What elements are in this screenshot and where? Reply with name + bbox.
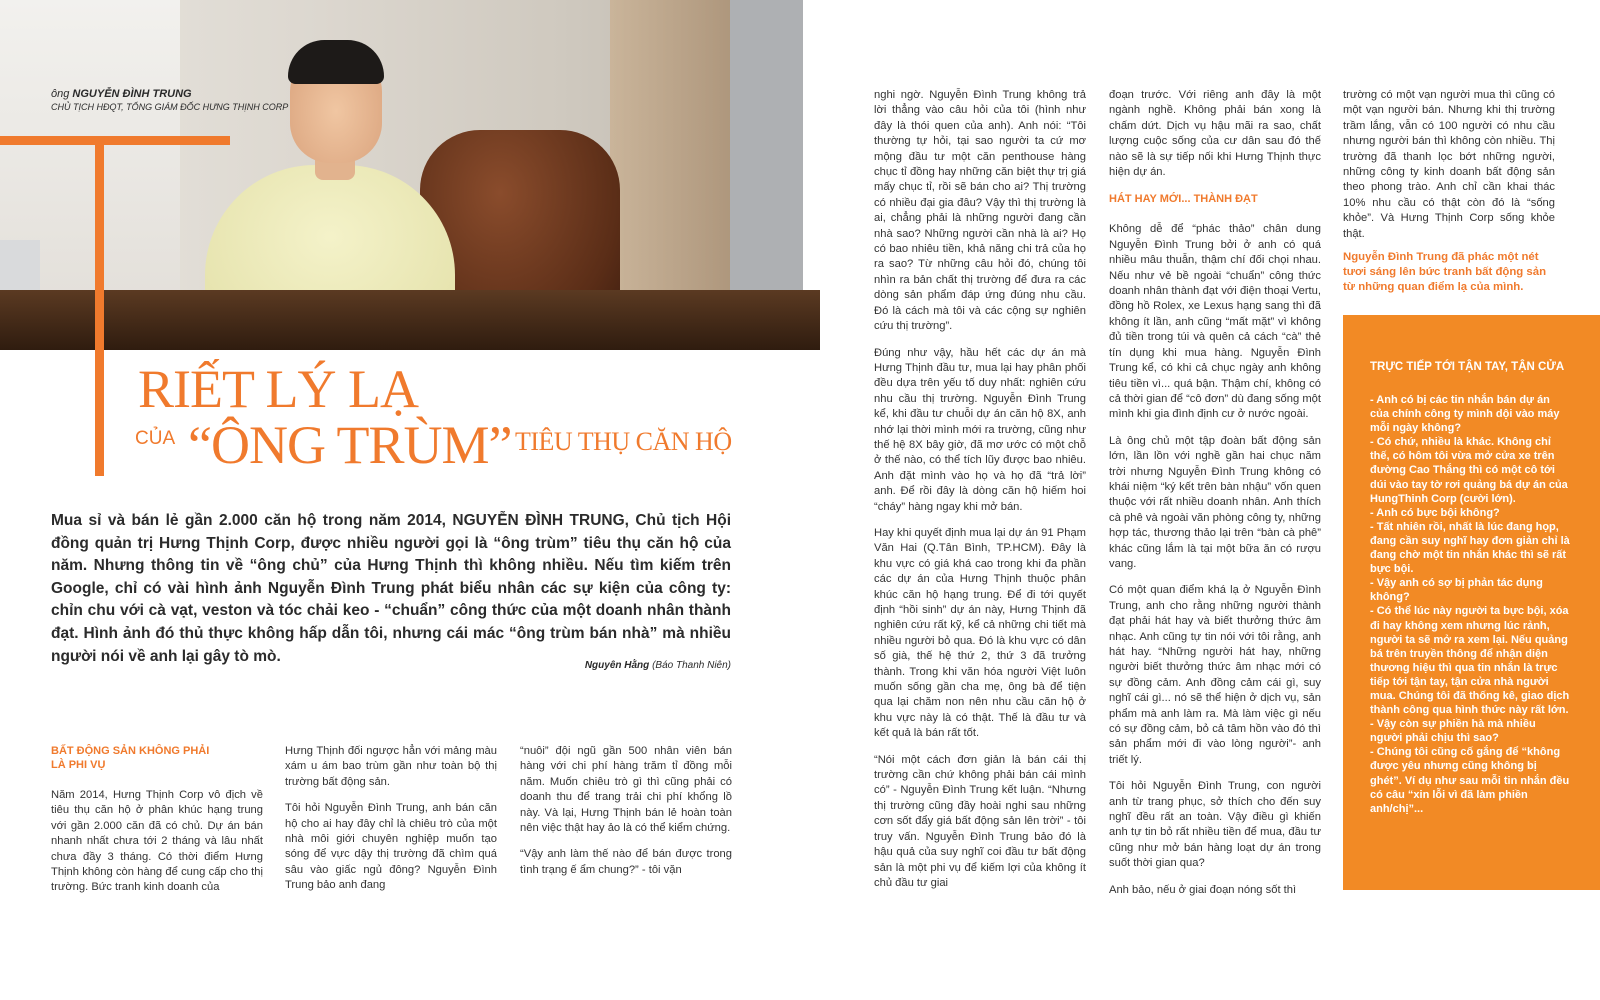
- answer: - Chúng tôi cũng cố gắng để “không được yêu nhưng cũng không bị ghét”. Ví dụ như sau mỗi tin nhắn đều có câu “xin lỗi vì đã làm phiền anh/chị”...: [1370, 746, 1570, 815]
- section-heading-1: [51, 744, 263, 772]
- question: - Vậy còn sự phiền hà mà nhiều người phải chịu thì sao?: [1370, 718, 1536, 745]
- section-heading-1-line-2: LÀ PHI VỤ: [51, 759, 106, 771]
- question: - Anh có bực bội không?: [1370, 506, 1500, 519]
- paragraph: “Nói một cách đơn giản là bán cái thị trường cần chứ không phải bán cái mình có” - Nguyễn Đình Trung kết luận. “Nhưng thị trường cũng đầy hoài nghi sau những cơn sốt đẩy giá bất động sản lên trời” - tôi truy vấn. Nguyễn Đình Trung bảo đó là hậu quả của suy nghĩ coi đầu tư bất động sản là một phi vụ để kiếm lợi của không ít chủ đầu tư giai: [874, 753, 1086, 889]
- column-5: [1109, 88, 1321, 896]
- headline-cua: CỦA: [135, 428, 176, 449]
- pull-quote: Nguyễn Đình Trung đã phác một nét tươi sáng lên bức tranh bất động sản từ những quan điểm lạ của mình.: [1343, 251, 1547, 293]
- headline-tail: TIÊU THỤ CĂN HỘ: [515, 427, 732, 456]
- sidebar-interview: [1370, 393, 1570, 816]
- paragraph: Đúng như vậy, hầu hết các dự án mà Hưng Thịnh đầu tư, mua lại hay phân phối đều dựa trên yếu tố duy nhất: nghiên cứu nhu cầu thị trường. Nguyễn Đình Trung kể, khi đầu tư chuỗi dự án căn hộ 8X, anh nhớ lại thời mình mới ra trường, cũng như thế hệ 8X bây giờ, đã mơ ước có một chỗ ở thế nào, có thể tích lũy được bao nhiêu. Anh đặt mình vào họ và họ đã “trả lời” anh. Để rồi đây là dòng căn hộ hiếm hoi “cháy” hàng ngay khi mở bán.: [874, 346, 1086, 513]
- paragraph: Là ông chủ một tập đoàn bất động sản lớn, lần lồn với nghề gần hai chục năm trời nhưng Nguyễn Đình Trung không có khái niệm “ký kết trên bàn nhậu” vốn quen thuộc với rất nhiều doanh nhân. Anh thích cà phê và ngoài văn phòng công ty, những hợp tác, thương thảo lại trên “bàn cà phê” khác cũng lắm là tại một bữa ăn có rượu vang.: [1109, 434, 1321, 570]
- column-1: [51, 744, 263, 894]
- caption-title: CHỦ TỊCH HĐQT, TỔNG GIÁM ĐỐC HƯNG THỊNH CORP: [51, 102, 289, 112]
- headline-ong-trum: “ÔNG TRÙM”: [188, 415, 512, 475]
- question: - Anh có bị các tin nhắn bán dự án của chính công ty mình dội vào máy mỗi ngày không?: [1370, 394, 1560, 435]
- column-3: [520, 744, 732, 894]
- paragraph: Anh bảo, nếu ở giai đoạn nóng sốt thì: [1109, 883, 1297, 896]
- headline-line-1: RIẾT LÝ LẠ: [138, 359, 418, 419]
- lead-paragraph: Mua sỉ và bán lẻ gần 2.000 căn hộ trong năm 2014, NGUYỄN ĐÌNH TRUNG, Chủ tịch Hội đồng quản trị Hưng Thịnh Corp, được nhiều người gọi là “ông trùm” tiêu thụ căn hộ của năm. Nhưng thông tin về “ông chủ” của Hưng Thịnh thì không nhiều. Nếu tìm kiếm trên Google, chỉ có vài hình ảnh Nguyễn Đình Trung phát biểu nhân các sự kiện của công ty: chỉn chu với cà vạt, veston và tóc chải keo - “chuẩn” công thức của một doanh nhân thành đạt. Hình ảnh đó thủ thực không hấp dẫn tôi, nhưng cái mác “ông trùm bán nhà” mà nhiều người nói về anh lại gây tò mò.: [51, 512, 731, 665]
- column-4: [874, 88, 1086, 888]
- question: - Vậy anh có sợ bị phản tác dụng không?: [1370, 577, 1543, 604]
- paragraph: trường có một vạn người mua thì cũng có một vạn người bán. Nhưng khi thị trường trầm lắng, vẫn có 100 người có nhu cầu nhưng người bán thì không còn nhiều. Thị trường đã thanh lọc bớt những người, những công ty kinh doanh bất động sản theo phong trào. Anh chỉ cần khai thác 10% nhu cầu có thật còn đó là “sống khỏe”. Và Hưng Thịnh Corp sống khỏe thật.: [1343, 89, 1555, 240]
- section-heading-1-line-1: BẤT ĐỘNG SẢN KHÔNG PHẢI: [51, 745, 210, 757]
- column-2: [285, 744, 497, 894]
- byline-source: (Báo Thanh Niên): [652, 660, 731, 671]
- paragraph: Có một quan điểm khá lạ ở Nguyễn Đình Trung, anh cho rằng những người thành đạt phải hát hay và biết thưởng thức âm nhạc. Anh cũng tự tin nói với tôi rằng, anh hát hay. “Những người hát hay, những người biết thưởng thức âm nhạc mới có sự đồng cảm. Anh đồng cảm cái gì, suy nghĩ cái gì... nó sẽ thể hiện ở dịch vụ, sản phẩm mà anh làm ra. Mà làm việc gì nếu có sự đồng cảm, bỏ cả tâm hồn vào đó thì sản phẩm mới đi vào lòng người”- anh triết lý.: [1109, 584, 1321, 766]
- paragraph: Hưng Thịnh đối ngược hẳn với mảng màu xám u ám bao trùm gần như toàn bộ thị trường bất động sản.: [285, 745, 497, 788]
- paragraph: Hay khi quyết định mua lại dự án 91 Phạm Văn Hai (Q.Tân Bình, TP.HCM). Đây là khu vực có giá khá cao trong khi đa phần các dự án của Hưng Thịnh thuộc phân khúc căn hộ hạng trung. Để đi tới quyết định “hồi sinh” dự án này, Hưng Thịnh đã nghiên cứu rất kỹ, kể cả những chi tiết mà nhiều người bỏ qua. Đó là khu vực có dân số già, thế hệ thứ 2, thứ 3 đã trưởng thành. Trong khi văn hóa người Việt luôn muốn sống gần cha mẹ, ông bà để tiện qua lại chăm non nên nhu cầu căn hộ ở khu vực này là có thật. Thế là đầu tư và kết quả là bán rất tốt.: [874, 526, 1086, 740]
- sidebar-title: TRỰC TIẾP TỚI TẬN TAY, TẬN CỬA: [1370, 361, 1565, 373]
- answer: - Có thể lúc này người ta bực bội, xóa đi hay không xem nhưng lúc rảnh, người ta sẽ mở ra xem lại. Nếu quảng bá trên truyền thông để nhận diện thương hiệu thì qua tin nhắn là trực tiếp tới tận tay, tận cửa nhà người mua. Chúng tôi đã thống kê, giao dịch thành công qua hình thức này rất lớn.: [1370, 605, 1570, 717]
- sidebar-box: [1343, 315, 1600, 890]
- byline-author: Nguyên Hằng: [584, 660, 650, 671]
- answer: - Tất nhiên rồi, nhất là lúc đang họp, đang cần suy nghĩ hay đơn giản chỉ là đang chờ một tin nhắn khác thì sẽ rất bực bội.: [1370, 520, 1570, 576]
- caption-prefix: ông: [51, 88, 73, 100]
- photo-caption: [51, 88, 288, 112]
- paragraph: Tôi hỏi Nguyễn Đình Trung, anh bán căn hộ cho ai hay đây chỉ là chiêu trò của một nhà môi giới chuyên nghiệp muốn tạo sóng để vực dậy thị trường đã chìm quá sâu vào giấc ngủ đông? Nguyễn Đình Trung bảo anh đang: [285, 802, 497, 892]
- paragraph: Tôi hỏi Nguyễn Đình Trung, con người anh từ trang phục, sở thích cho đến suy nghĩ đều rất an toàn. Vậy điều gì khiến anh tự tin bỏ rất nhiều tiền để mua, đầu tư cũng như mở bán hàng loạt dự án trong suốt thời gian qua?: [1109, 780, 1321, 870]
- paragraph: Năm 2014, Hưng Thịnh Corp vô địch về tiêu thụ căn hộ ở phân khúc hạng trung với gần 2.000 căn đã có chủ. Dự án bán nhanh nhất chưa tới 2 tháng và lâu nhất chưa đầy 3 tháng. Có thời điểm Hưng Thịnh không còn hàng để cung cấp cho thị trường. Bức tranh kinh doanh của: [51, 789, 263, 894]
- paragraph: đoạn trước. Với riêng anh đây là một ngành nghề. Không phải bán xong là chấm dứt. Dịch vụ hậu mãi ra sao, chất lượng cuộc sống của cư dân sau đó thế nào sẽ là sự tiếp nối khi Hưng Thịnh thực hiện dự án.: [1109, 89, 1321, 179]
- paragraph: Không dễ để “phác thảo” chân dung Nguyễn Đình Trung bởi ở anh có quá nhiều mâu thuẫn, thậm chí đối chọi nhau. Nếu như vẻ bề ngoài “chuẩn” công thức doanh nhân thành đạt với điện thoại Vertu, đồng hồ Rolex, xe Lexus hạng sang thì đã không ít lần, anh cũng “mất mặt” vì không đủ tiền trong túi và quên cả cách “cà” thẻ tín dụng khi mua hàng. Nguyễn Đình Trung kể, có khi cả chục ngày anh không tiêu tiền vì... quá bận. Thậm chí, không có cả thời gian để “cô đơn” dù đang sống một mình khi gia đình định cư ở nước ngoài.: [1109, 223, 1321, 421]
- caption-name: NGUYỄN ĐÌNH TRUNG: [72, 88, 192, 100]
- paragraph: “Vậy anh làm thế nào để bán được trong tình trạng ế ẩm chung?” - tôi vặn: [520, 848, 732, 876]
- section-heading-2: HÁT HAY MỚI... THÀNH ĐẠT: [1109, 193, 1258, 206]
- paragraph: nghi ngờ. Nguyễn Đình Trung không trả lời thẳng vào câu hỏi của tôi (hình như đây là thói quen của anh). Anh nói: “Tôi thường tự hỏi, tại sao người ta cứ mơ mộng đầu tư một căn penthouse hàng chục tỉ đồng hay những căn biệt thự trị giá mấy chục tỉ, rồi sẽ bán cho ai? Thị trường có nhiều đại gia đâu? Vậy thì thị trường là ai, chẳng phải là những người đang cần nhà sao? Những người cần nhà là ai? Họ có bao nhiêu tiền, khả năng chi trả của họ ra sao? Từ những câu hỏi đó, chúng tôi nhìn ra bản chất thị trường để đưa ra các dòng sản phẩm đáp ứng đúng nhu cầu. Đó là cách mà tôi và các cộng sự nghiên cứu thị trường”.: [874, 89, 1086, 333]
- answer: - Có chứ, nhiều là khác. Không chỉ thế, có hôm tôi vừa mở cửa xe trên đường Cao Thắng thì có một cô tới dúi vào tay tờ rơi quảng bá dự án của HungThinh Corp (cười lớn).: [1370, 436, 1568, 505]
- byline: [0, 660, 731, 671]
- paragraph: “nuôi” đội ngũ gần 500 nhân viên bán hàng với chi phí hàng trăm tỉ đồng mỗi năm. Muốn chiêu trò gì thì cũng phải có doanh thu để trang trải chi phí khổng lồ này. Và lại, Hưng Thịnh bán lẻ hoàn toàn nên việc thật hay ảo là có thể kiểm chứng.: [520, 745, 732, 835]
